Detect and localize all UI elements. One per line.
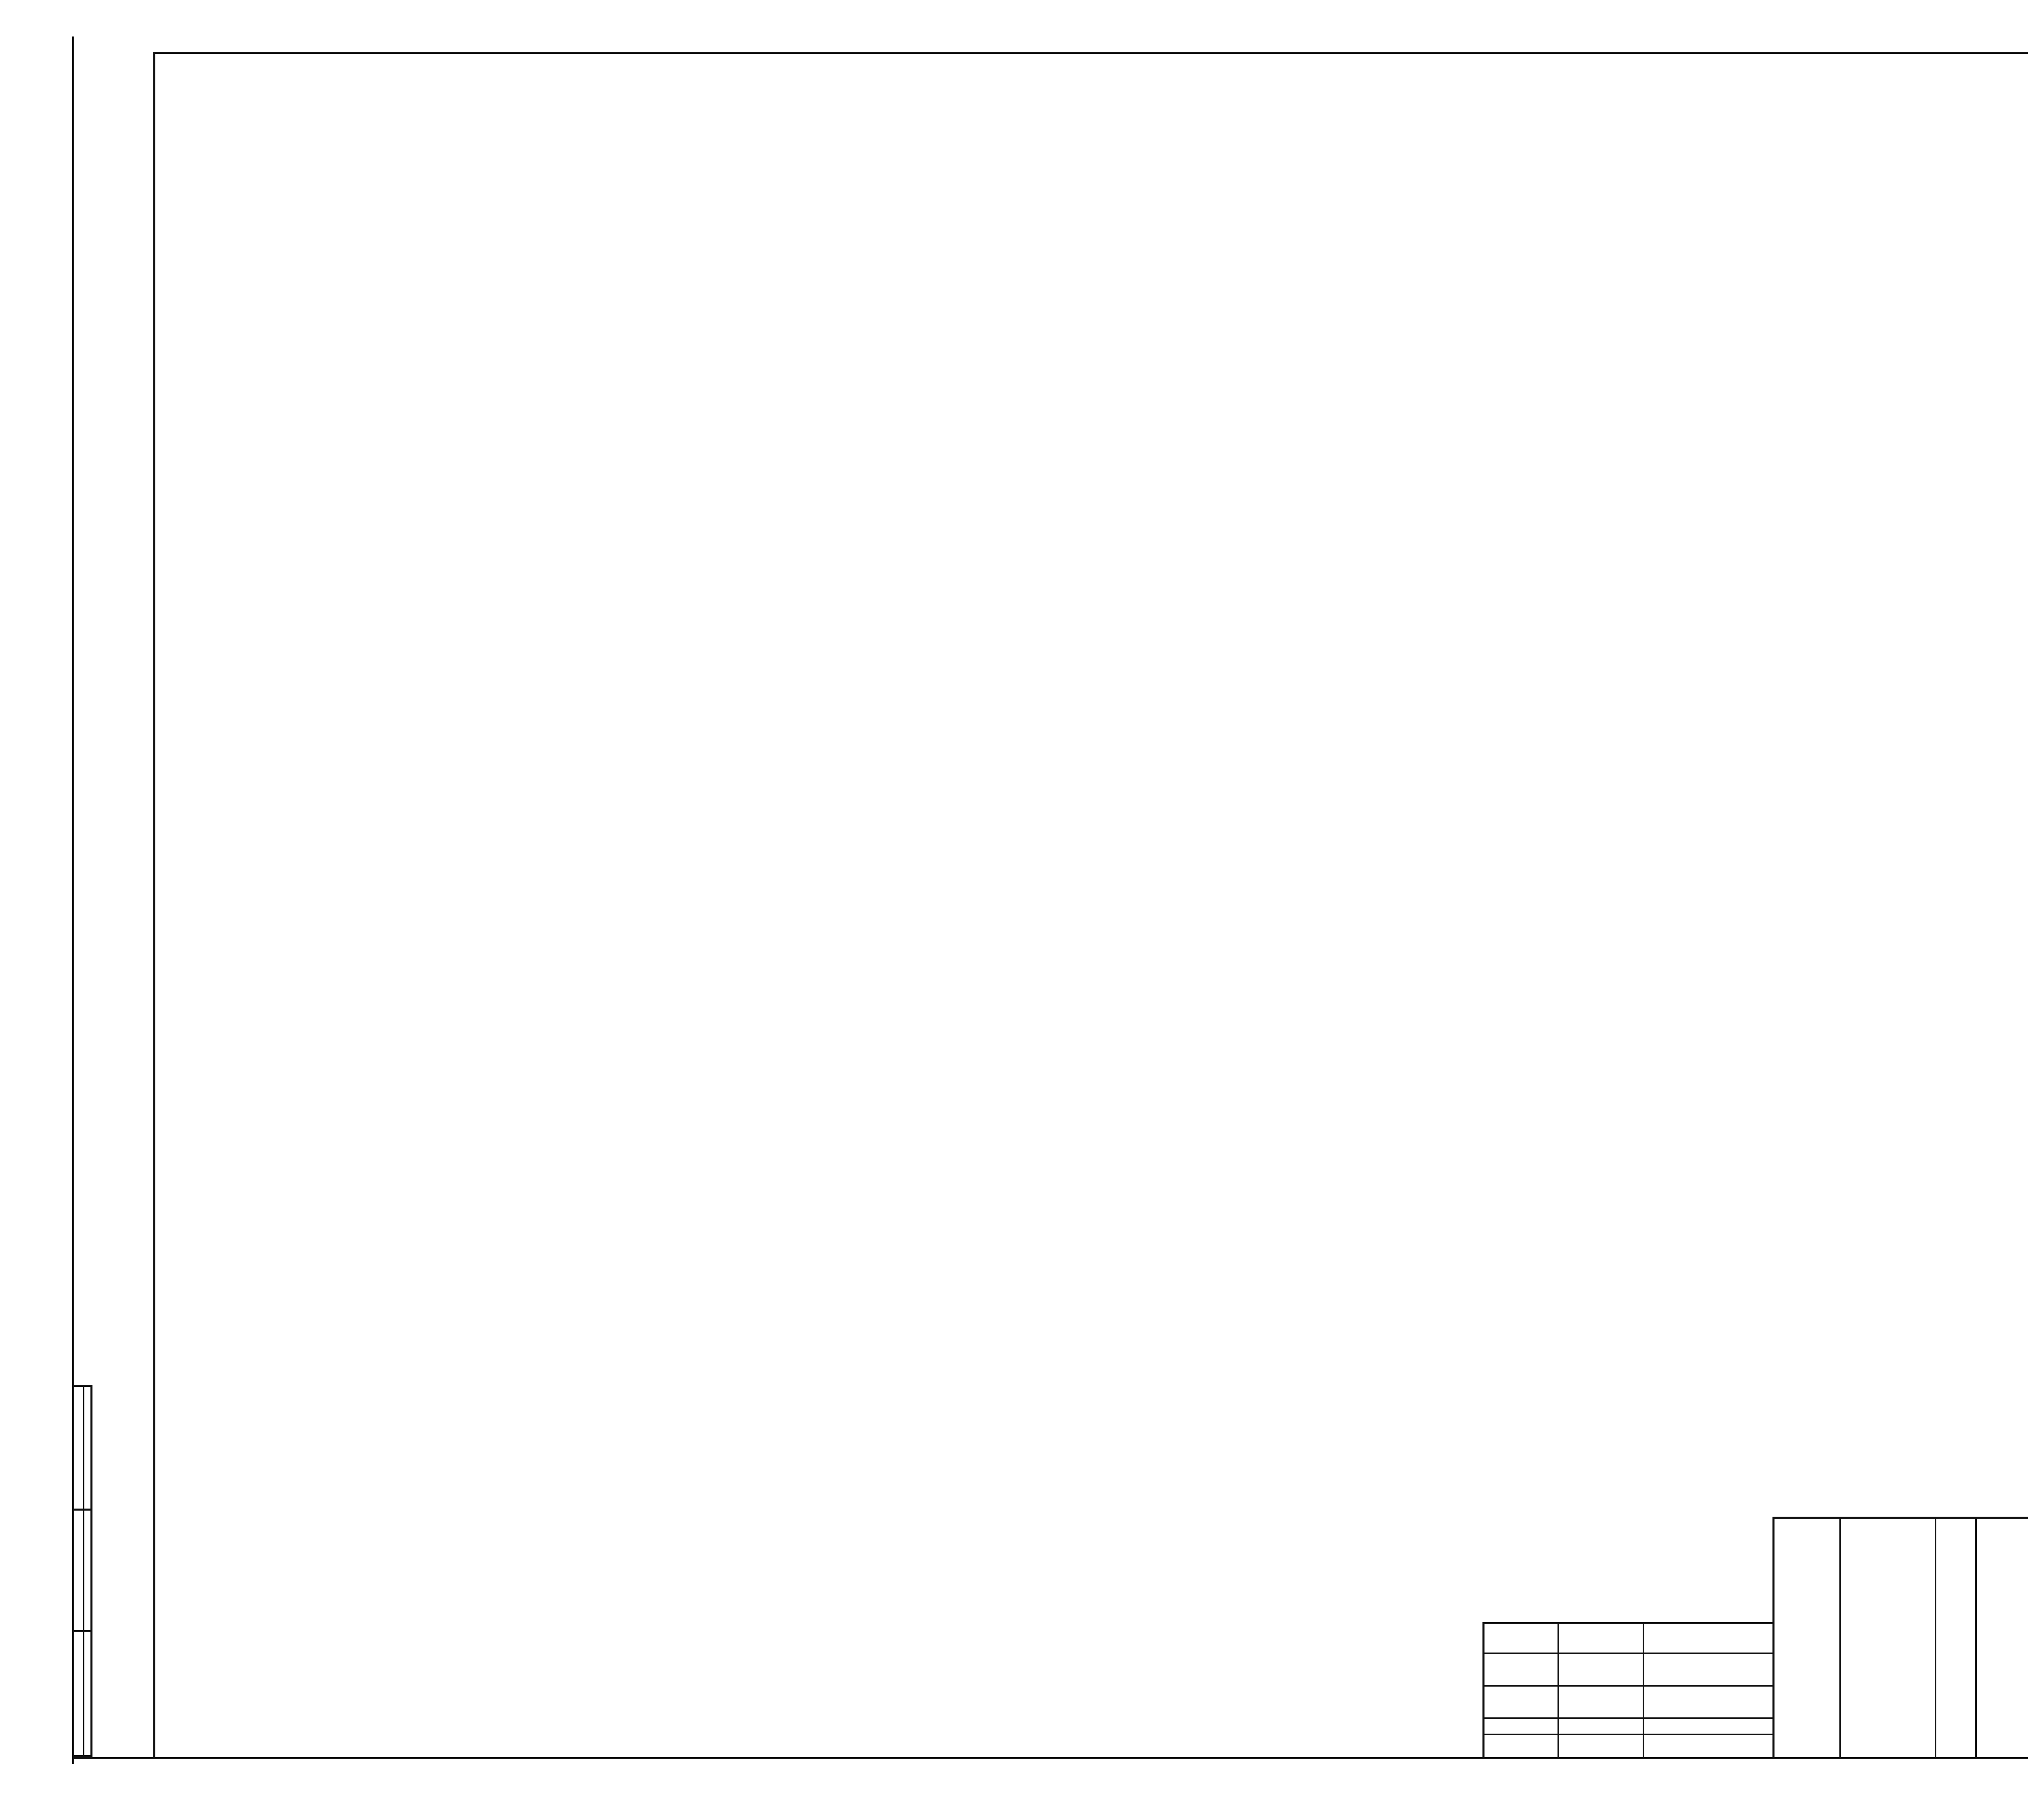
privyazan-box bbox=[1482, 1622, 1772, 1759]
title-block bbox=[1772, 1517, 2028, 1759]
